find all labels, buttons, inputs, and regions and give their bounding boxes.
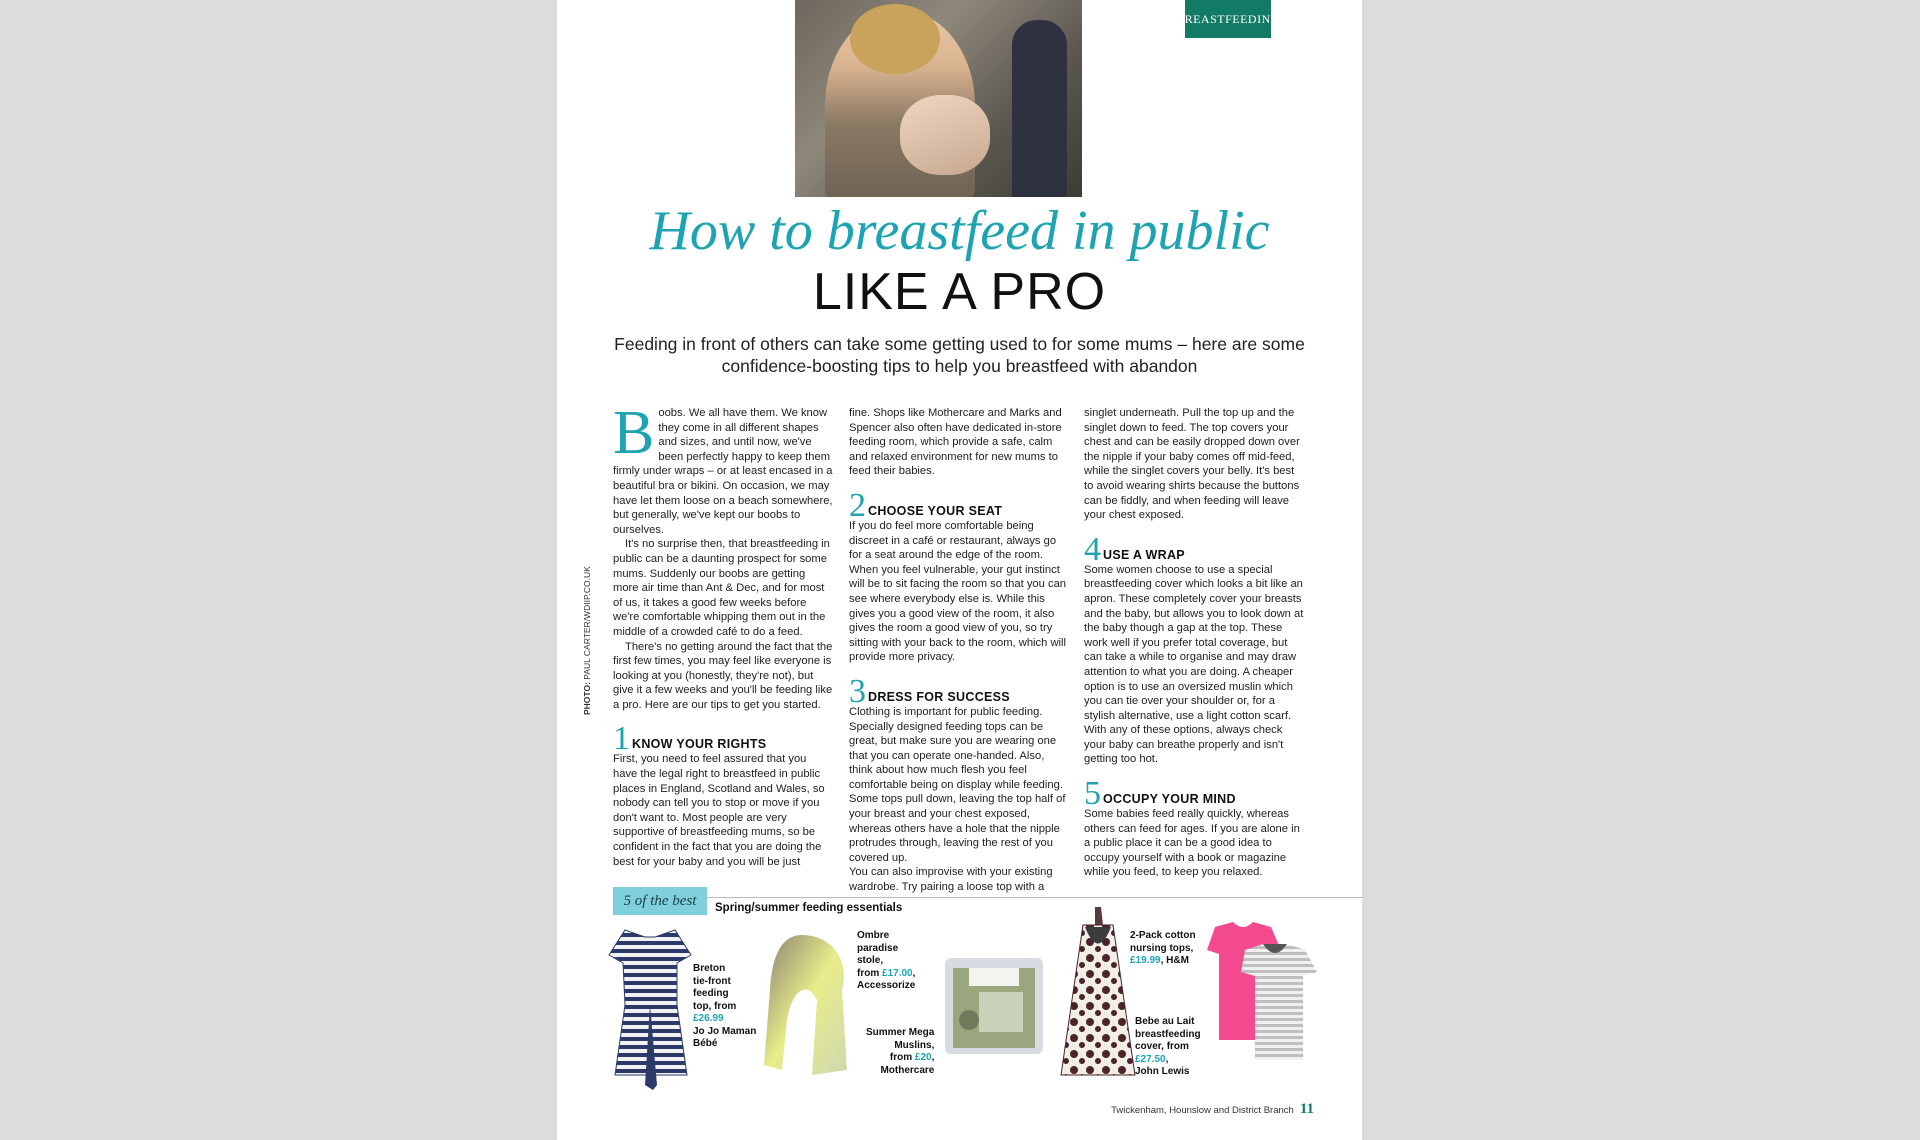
best-tab: 5 of the best	[613, 887, 707, 915]
product-line: Jo Jo Maman	[693, 1025, 757, 1037]
product-line: H&M	[1166, 955, 1189, 966]
product-line: 2-Pack cotton	[1130, 930, 1196, 941]
product-price: £17.00	[882, 967, 913, 979]
tip-title: CHOOSE YOUR SEAT	[868, 503, 1003, 518]
column-3-lead: singlet underneath. Pull the top up and the singlet down to feed. The top covers your chest and can be easily dropped down over the nipple if your baby comes off mid-feed, while the singlet covers your belly. It's best to avoid wearing shirts because the buttons can be fiddly, and when feeding will leave your chest exposed.	[1084, 407, 1300, 522]
product-line: from	[889, 1052, 913, 1063]
credit-name: PAUL CARTER/WDIIP.CO.UK	[582, 566, 592, 680]
product-line: breastfeeding	[1135, 1028, 1201, 1040]
best-divider	[613, 897, 1363, 898]
product-line: Mothercare	[880, 1064, 935, 1076]
page-number: 11	[1299, 1101, 1314, 1117]
product-line: stole,	[857, 955, 884, 966]
product-line: Breton	[693, 963, 726, 974]
tip-number: 2	[849, 486, 866, 524]
column-2-lead: fine. Shops like Mothercare and Marks and Spencer also often have dedicated in-store feeding room, which provide a safe, calm and relaxed environment for new mums to feed their babies.	[849, 407, 1062, 478]
tip-5	[1084, 775, 1304, 880]
product-line: feeding	[693, 988, 729, 999]
product-line: Bebe au Lait	[1135, 1016, 1195, 1027]
scarf-image	[762, 930, 852, 1080]
product-line: Summer Mega	[866, 1027, 935, 1038]
tip-title: DRESS FOR SUCCESS	[868, 689, 1010, 704]
product-line: paradise	[857, 942, 899, 954]
mother-hair	[850, 4, 940, 74]
product-line: Muslins,	[894, 1039, 935, 1051]
tip-3	[849, 672, 1069, 895]
product-mega-muslins: Summer Mega Muslins, from £20, Mothercare	[866, 1027, 935, 1076]
tip-title: USE A WRAP	[1103, 547, 1185, 562]
tip-text: If you do feel more comfortable being discreet in a café or restaurant, always go for a seat around the edge of the room. When you feel vulnerable, your gut instinct will be to sit facing the room so that you can see where everybody else is. While this gives you a good view of the room, it also gives the room a good view of you, so try sitting with your back to the room, which will provide more privacy.	[849, 519, 1067, 664]
tip-number: 1	[613, 720, 630, 758]
title-main: LIKE A PRO	[812, 263, 1107, 321]
background-person	[1012, 20, 1067, 197]
muslins-pack-image	[939, 950, 1049, 1060]
product-line: John Lewis	[1135, 1066, 1190, 1077]
baby-figure	[900, 95, 990, 175]
magazine-page	[557, 0, 1362, 1140]
product-line: nursing tops,	[1130, 942, 1194, 954]
product-price: £20	[914, 1052, 932, 1063]
tip-text-continued: You can also improvise with your existing wardrobe. Try pairing a loose top with a	[849, 866, 1053, 894]
hero-photo	[795, 0, 1082, 197]
product-line: from	[857, 967, 880, 979]
product-line: Ombre	[857, 930, 890, 941]
intro-paragraph-1: oobs. We all have them. We know they come in all different shapes and sizes, and until now, we've been perfectly happy to keep them firmly under wraps – or at least encased in a beautiful bra or bikini. On occasion, we may have let them loose on a beach somewhere, but generally, we've kept our boobs to ourselves.	[613, 407, 833, 536]
tip-text: First, you need to feel assured that you have the legal right to breastfeed in public places in England, Scotland and Wales, so nobody can tell you to stop or move if you don't want to. Most people are very supportive of breastfeeding mums, so be confident in the fact that you are doing the best for your baby and you will be just	[613, 753, 825, 868]
tip-title: OCCUPY YOUR MIND	[1103, 792, 1236, 807]
product-ombre-stole: Ombre paradise stole, from £17.00, Accessorize	[857, 930, 916, 991]
section-tag: BREASTFEEDING	[1185, 0, 1271, 38]
tip-text: Clothing is important for public feeding. Specially designed feeding tops can be great, but make sure you are wearing one that you can operate one-handed. Also, think about how much flesh you feel comfortable being on display while feeding. Some tops pull down, leaving the top half of your breast and your chest exposed, whereas others have a hole that the nipple protrudes through, leaving the rest of you covered up.	[849, 705, 1066, 864]
column-2	[849, 406, 1069, 895]
column-3	[1084, 406, 1304, 880]
nursing-tops-image	[1205, 922, 1320, 1062]
product-line: Accessorize	[857, 980, 916, 991]
product-line: top, from	[693, 1000, 737, 1012]
tip-1	[613, 720, 833, 869]
product-line: tie-front	[693, 975, 731, 987]
tip-title: KNOW YOUR RIGHTS	[632, 737, 767, 752]
tip-text: Some women choose to use a special breastfeeding cover which looks a bit like an apron. These completely cover your breasts and the baby, but allows you to look down at the baby though a gap at the top. These work well if you prefer total coverage, but can take a while to organise and may draw attention to what you are doing. A cheaper option is to use an oversized muslin which you can tie over your shoulder or, for a stylish alternative, use a light cotton scarf. With any of these options, always check your baby can breathe properly and isn't getting too hot.	[1084, 563, 1304, 766]
intro-paragraph-3: There's no getting around the fact that the first few times, you may feel like everyone is looking at you (honestly, they're not), but give it a few weeks and you'll be feeding like a pro. Here are our tips to get you started.	[613, 640, 833, 711]
tip-number: 4	[1084, 530, 1101, 568]
drop-cap: B	[613, 399, 655, 467]
product-nursing-tops: 2-Pack cotton nursing tops, £19.99, H&M	[1130, 930, 1196, 966]
tip-number: 3	[849, 672, 866, 710]
column-1	[613, 399, 833, 869]
product-line: Bébé	[693, 1038, 718, 1049]
standfirst: Feeding in front of others can take some getting used to for some mums – here are some confidence-boosting tips to help you breastfeed with abandon	[614, 334, 1305, 376]
product-price: £27.50	[1135, 1053, 1166, 1065]
product-breton-top	[693, 963, 756, 1051]
title-script: How to breastfeed in public	[649, 200, 1270, 262]
product-price: £19.99	[1130, 955, 1161, 966]
product-nursing-cover: Bebe au Lait breastfeeding cover, from £27.50, John Lewis	[1135, 1016, 1201, 1077]
product-price: £26.99	[693, 1013, 724, 1024]
intro-paragraph-2: It's no surprise then, that breastfeeding in public can be a daunting prospect for some mums. Suddenly our boobs are getting more air time than Ant & Dec, and for most of us, it takes a good few weeks before we're comfortable whipping them out in the middle of a crowded café to do a feed.	[613, 538, 830, 638]
credit-label: PHOTO:	[582, 682, 592, 715]
branch-name: Twickenham, Hounslow and District Branch	[1111, 1105, 1294, 1116]
best-subtitle: Spring/summer feeding essentials	[715, 902, 903, 914]
striped-top-image	[605, 925, 695, 1095]
tip-number: 5	[1084, 775, 1101, 813]
tip-text: Some babies feed really quickly, whereas others can feed for ages. If you are alone in a public place it can be a good idea to occupy yourself with a book or magazine while you feed, to keep you relaxed.	[1084, 808, 1300, 879]
tip-4	[1084, 530, 1304, 767]
product-line: cover, from	[1135, 1041, 1189, 1052]
page-footer	[1111, 1101, 1314, 1118]
photo-credit	[582, 565, 592, 715]
tip-2	[849, 486, 1069, 665]
